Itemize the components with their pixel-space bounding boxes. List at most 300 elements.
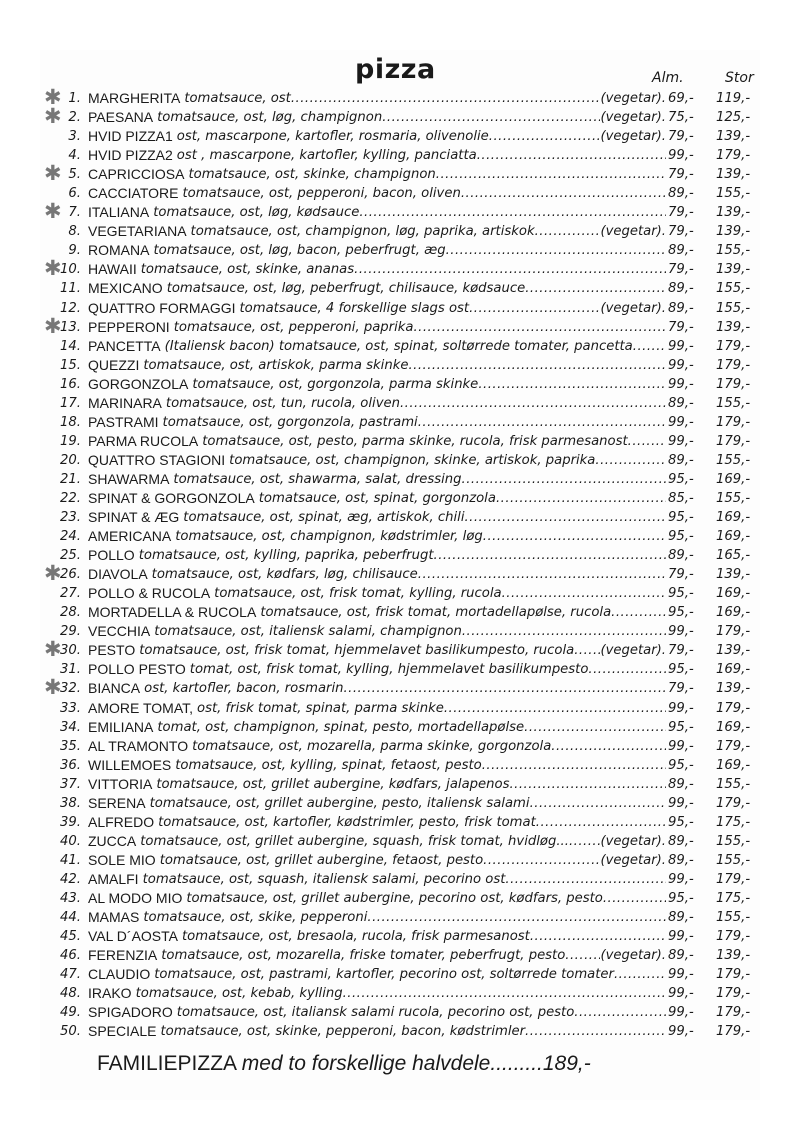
item-number: 25. [60, 548, 81, 564]
item-number: 35. [60, 738, 81, 754]
item-ingredients: ost , mascarpone, kartofler, kylling, panciatta [176, 148, 477, 164]
price-alm: 99,- [668, 967, 694, 983]
menu-item [0, 718, 800, 737]
item-ingredients: tomatsauce, ost, skike, pepperoni [143, 910, 368, 926]
price-alm: 99,- [668, 871, 694, 887]
item-number: 32. [60, 681, 81, 697]
price-alm: 99,- [668, 357, 694, 373]
price-alm: 95,- [668, 586, 694, 602]
item-name: AMERICANA [88, 528, 172, 545]
dot-leader [614, 965, 666, 984]
price-stor: 155,- [716, 452, 751, 468]
item-number: 14. [60, 338, 81, 354]
menu-item [0, 637, 800, 662]
item-name: VEGETARIANA [88, 223, 187, 240]
price-stor: 155,- [716, 852, 751, 868]
item-name: AL TRAMONTO [88, 737, 189, 754]
price-stor: 179,- [716, 1005, 751, 1021]
price-stor: 179,- [716, 795, 751, 811]
item-name: BIANCA [88, 680, 141, 697]
family-pizza-name: FAMILIEPIZZA [97, 1052, 236, 1075]
price-alm: 99,- [668, 624, 694, 640]
price-stor: 169,- [716, 605, 751, 621]
menu-item [0, 337, 800, 356]
price-alm: 99,- [668, 338, 694, 354]
menu-item [0, 394, 800, 413]
dot-leader [462, 622, 666, 641]
dot-leader [530, 927, 666, 946]
dot-leader [418, 413, 666, 432]
price-stor: 175,- [716, 890, 751, 906]
price-alm: 99,- [668, 433, 694, 449]
item-number: 49. [60, 1005, 81, 1021]
price-alm: 95,- [668, 719, 694, 735]
dot-leader [343, 984, 666, 1003]
price-alm: 89,- [668, 948, 694, 964]
dot-leader [354, 260, 666, 279]
item-ingredients: tomatsauce, ost, pesto, parma skinke, rucola, frisk parmesanost [202, 433, 628, 449]
item-number: 43. [60, 890, 81, 906]
item-ingredients: tomatsauce, ost, frisk tomat, hjemmelavet basilikumpesto, rucola [139, 643, 575, 659]
column-header-stor: Stor [725, 70, 754, 86]
dot-leader [611, 603, 666, 622]
item-ingredients: tomatsauce, ost, pepperoni, bacon, oliven [182, 186, 461, 202]
item-ingredients: tomatsauce, ost, kylling, paprika, peberfrugt [138, 548, 434, 564]
dot-leader [482, 756, 666, 775]
price-stor: 179,- [716, 433, 751, 449]
item-ingredients: tomatsauce, ost, skinke, ananas [140, 262, 355, 278]
price-stor: 139,- [716, 224, 751, 240]
price-alm: 99,- [668, 738, 694, 754]
item-name: VITTORIA [88, 775, 153, 792]
menu-item [0, 984, 800, 1003]
price-stor: 155,- [716, 833, 751, 849]
price-stor: 139,- [716, 129, 751, 145]
price-alm: 99,- [668, 1005, 694, 1021]
dot-leader [291, 89, 601, 108]
price-stor: 139,- [716, 262, 751, 278]
item-number: 31. [60, 662, 81, 678]
item-ingredients: ost, kartofler, bacon, rosmarin [144, 681, 344, 697]
menu-item [0, 489, 800, 508]
price-alm: 95,- [668, 662, 694, 678]
price-alm: 79,- [668, 224, 694, 240]
item-ingredients: tomatsauce, ost, artiskok, parma skinke [143, 357, 409, 373]
dot-leader [574, 641, 600, 660]
item-name: PANCETTA [88, 337, 161, 354]
dot-leader [483, 851, 600, 870]
price-alm: 69,- [668, 91, 694, 106]
menu-item [0, 603, 800, 622]
price-alm: 95,- [668, 605, 694, 621]
menu-item [0, 870, 800, 889]
price-alm: 95,- [668, 510, 694, 526]
price-stor: 139,- [716, 205, 751, 221]
price-stor: 179,- [716, 338, 751, 354]
price-stor: 179,- [716, 376, 751, 392]
item-number: 20. [60, 452, 81, 468]
item-ingredients: tomatsauce, ost, gorgonzola, parma skinke [192, 376, 479, 392]
item-number: 7. [68, 205, 81, 221]
menu-item [0, 199, 800, 224]
dot-leader [418, 565, 666, 584]
dot-leader [483, 527, 666, 546]
price-stor: 139,- [716, 167, 751, 183]
item-name: CACCIATORE [88, 185, 179, 202]
item-ingredients: tomatsauce, ost, tun, rucola, oliven [165, 395, 400, 411]
item-ingredients: tomatsauce, ost, grillet aubergine, pesto, italiensk salami [149, 795, 530, 811]
dot-leader [489, 127, 601, 146]
item-ingredients: tomatsauce, ost, kylling, spinat, fetaost, pesto [175, 757, 482, 773]
price-stor: 155,- [716, 300, 751, 316]
dot-leader [413, 318, 666, 337]
menu-item [0, 1003, 800, 1022]
item-name: FERENZIA [88, 947, 158, 964]
price-alm: 99,- [668, 148, 694, 164]
item-number: 11. [60, 281, 81, 297]
dot-leader [574, 1003, 666, 1022]
price-alm: 89,- [668, 833, 694, 849]
item-name: AMORE TOMAT, [88, 699, 194, 716]
item-ingredients: tomatsauce, ost, italiansk salami rucola, pecorino ost, pesto [176, 1005, 575, 1021]
item-number: 38. [60, 795, 81, 811]
price-alm: 95,- [668, 471, 694, 487]
price-stor: 179,- [716, 986, 751, 1002]
vegetar-label: (vegetar). [600, 224, 666, 240]
price-alm: 99,- [668, 1024, 694, 1040]
price-stor: 169,- [716, 757, 751, 773]
item-ingredients: tomatsauce, ost, squash, italiensk salami, pecorino ost [142, 871, 506, 887]
item-number: 39. [60, 814, 81, 830]
price-stor: 169,- [716, 662, 751, 678]
item-name: GORGONZOLA [88, 375, 189, 392]
dot-leader [400, 394, 666, 413]
item-name: EMILIANA [88, 718, 154, 735]
price-stor: 139,- [716, 948, 751, 964]
vegetar-label: (vegetar). [600, 948, 666, 964]
item-name: POLLO PESTO [88, 661, 186, 678]
menu-item [0, 184, 800, 203]
item-ingredients: tomatsauce, ost, løg, champignon [157, 110, 383, 126]
item-ingredients: tomatsauce, ost, løg, bacon, peberfrugt, æg [153, 243, 446, 259]
item-name: POLLO [88, 547, 135, 564]
item-ingredients: tomatsauce, ost, kartofler, kødstrimler, pesto, frisk tomat [158, 814, 536, 830]
menu-item [0, 356, 800, 375]
item-ingredients: tomatsauce, ost, kødfars, løg, chilisauce [151, 567, 418, 583]
price-alm: 89,- [668, 910, 694, 926]
menu-item [0, 622, 800, 641]
price-alm: 89,- [668, 300, 694, 316]
price-stor: 139,- [716, 319, 751, 335]
menu-item [0, 413, 800, 432]
item-ingredients: tomatsauce, ost, shawarma, salat, dressing [173, 471, 462, 487]
dot-leader [502, 584, 666, 603]
menu-item [0, 965, 800, 984]
menu-item [0, 161, 800, 186]
price-alm: 85,- [668, 490, 694, 506]
item-number: 19. [60, 433, 81, 449]
vegetar-label: (vegetar). [600, 91, 666, 106]
item-name: SPINAT & GORGONZOLA [88, 489, 255, 506]
menu-item [0, 279, 800, 298]
menu-item [0, 241, 800, 260]
menu-item [0, 451, 800, 470]
menu-item [0, 1022, 800, 1041]
price-alm: 89,- [668, 452, 694, 468]
item-ingredients: tomatsauce, ost, bresaola, rucola, frisk parmesanost [181, 929, 530, 945]
dot-leader [464, 508, 666, 527]
dot-leader [525, 1022, 666, 1041]
price-stor: 155,- [716, 186, 751, 202]
price-alm: 89,- [668, 548, 694, 564]
dot-leader [628, 432, 666, 451]
star-icon: ✱ [44, 161, 62, 186]
menu-item [0, 908, 800, 927]
item-name: MEXICANO [88, 280, 163, 297]
item-ingredients: tomatsauce, ost, skinke, pepperoni, bacon, kødstrimler [160, 1024, 526, 1040]
item-number: 6. [68, 186, 81, 202]
item-ingredients: tomatsauce, ost, frisk tomat, kylling, rucola [214, 586, 502, 602]
dot-leader [588, 660, 666, 679]
dot-leader [367, 908, 666, 927]
item-name: MARGHERITA [88, 90, 181, 106]
item-ingredients: tomatsauce, ost, spinat, gorgonzola [258, 490, 496, 506]
item-name: ALFREDO [88, 813, 155, 830]
menu-item [0, 660, 800, 679]
item-name: DIAVOLA [88, 566, 148, 583]
price-stor: 179,- [716, 414, 751, 430]
price-stor: 155,- [716, 243, 751, 259]
star-icon: ✱ [44, 256, 62, 281]
menu-item [0, 470, 800, 489]
item-ingredients: tomatsauce, 4 forskellige slags ost [239, 300, 470, 316]
item-ingredients: tomatsauce, ost, pepperoni, paprika [173, 319, 414, 335]
item-number: 46. [60, 948, 81, 964]
menu-item [0, 527, 800, 546]
item-ingredients: tomatsauce, ost, champignon, skinke, artiskok, paprika [229, 452, 596, 468]
dot-leader [461, 184, 666, 203]
item-name: WILLEMOES [88, 756, 172, 773]
family-pizza-description: med to forskellige halvdele.........189,- [241, 1052, 591, 1075]
dot-leader [408, 356, 666, 375]
dot-leader [434, 546, 666, 565]
star-icon: ✱ [44, 85, 62, 109]
item-number: 33. [60, 700, 81, 716]
menu-item [0, 584, 800, 603]
item-name: ITALIANA [88, 204, 150, 221]
item-name: SOLE MIO [88, 851, 156, 868]
vegetar-label: (vegetar). [600, 110, 666, 126]
item-ingredients: tomatsauce, ost, mozarella, friske tomater, peberfrugt, pesto [161, 948, 566, 964]
dot-leader [509, 775, 666, 794]
vegetar-label: (vegetar). [600, 833, 666, 849]
item-number: 22. [60, 490, 81, 506]
item-ingredients: tomatsauce, ost, frisk tomat, mortadellapølse, rucola [260, 605, 612, 621]
item-number: 21. [60, 471, 81, 487]
item-ingredients: tomatsauce, ost, mozarella, parma skinke, gorgonzola [192, 738, 552, 754]
item-number: 13. [60, 319, 81, 335]
price-stor: 155,- [716, 910, 751, 926]
item-name: CAPRICCIOSA [88, 166, 185, 183]
item-ingredients: tomatsauce, ost [184, 91, 291, 106]
dot-leader [569, 832, 600, 851]
dot-leader [359, 203, 666, 222]
pizza-menu-list [0, 85, 800, 1041]
price-stor: 169,- [716, 471, 751, 487]
menu-item [0, 946, 800, 965]
item-number: 3. [68, 129, 81, 145]
menu-item [0, 699, 800, 718]
item-ingredients: tomat, ost, frisk tomat, kylling, hjemmelavet basilikumpesto [189, 662, 589, 678]
price-stor: 179,- [716, 148, 751, 164]
price-stor: 155,- [716, 395, 751, 411]
menu-item [0, 737, 800, 756]
vegetar-label: (vegetar). [600, 300, 666, 316]
item-ingredients: ost, mascarpone, kartofler, rosmaria, olivenolie [176, 129, 489, 145]
price-alm: 79,- [668, 129, 694, 145]
menu-item [0, 508, 800, 527]
price-stor: 139,- [716, 643, 751, 659]
dot-leader [446, 241, 666, 260]
item-number: 48. [60, 986, 81, 1002]
item-ingredients: tomatsauce, ost, løg, kødsauce [153, 205, 360, 221]
price-alm: 95,- [668, 890, 694, 906]
menu-item [0, 104, 800, 129]
price-alm: 89,- [668, 243, 694, 259]
star-icon: ✱ [44, 561, 62, 586]
dot-leader [469, 299, 600, 318]
dot-leader [595, 451, 666, 470]
item-name: QUATTRO FORMAGGI [88, 299, 236, 316]
star-icon: ✱ [44, 199, 62, 224]
price-alm: 79,- [668, 643, 694, 659]
menu-item [0, 313, 800, 338]
family-pizza-line [97, 1052, 591, 1076]
item-number: 29. [60, 624, 81, 640]
menu-item [0, 675, 800, 700]
star-icon: ✱ [44, 675, 62, 700]
menu-item [0, 927, 800, 946]
vegetar-label: (vegetar). [600, 129, 666, 145]
menu-item [0, 375, 800, 394]
item-ingredients: tomatsauce, ost, spinat, æg, artiskok, chili [183, 510, 465, 526]
price-alm: 79,- [668, 319, 694, 335]
menu-item [0, 756, 800, 775]
price-alm: 89,- [668, 776, 694, 792]
price-stor: 119,- [716, 91, 751, 106]
menu-item [0, 794, 800, 813]
item-number: 28. [60, 605, 81, 621]
dot-leader [382, 108, 600, 127]
price-alm: 89,- [668, 186, 694, 202]
dot-leader [477, 146, 666, 165]
item-number: 5. [68, 167, 81, 183]
price-stor: 179,- [716, 357, 751, 373]
menu-item [0, 561, 800, 586]
price-alm: 79,- [668, 262, 694, 278]
item-name: SHAWARMA [88, 470, 170, 487]
item-ingredients: tomatsauce, ost, champignon, kødstrimler, løg [175, 529, 483, 545]
price-alm: 99,- [668, 795, 694, 811]
item-name: MORTADELLA & RUCOLA [88, 604, 257, 621]
page-title: pizza [355, 54, 436, 85]
dot-leader [496, 489, 666, 508]
price-alm: 79,- [668, 167, 694, 183]
item-name: HVID PIZZA1 [88, 128, 173, 145]
item-name: PESTO [88, 642, 136, 659]
dot-leader [535, 222, 601, 241]
item-number: 42. [60, 871, 81, 887]
item-number: 47. [60, 967, 81, 983]
dot-leader [536, 813, 666, 832]
vegetar-label: (vegetar). [600, 643, 666, 659]
menu-item [0, 432, 800, 451]
price-alm: 79,- [668, 567, 694, 583]
price-stor: 179,- [716, 624, 751, 640]
item-number: 4. [68, 148, 81, 164]
price-stor: 179,- [716, 967, 751, 983]
item-name: MAMAS [88, 909, 140, 926]
price-alm: 79,- [668, 205, 694, 221]
item-number: 2. [68, 110, 81, 126]
item-ingredients: tomatsauce, ost, champignon, løg, paprika, artiskok [190, 224, 535, 240]
price-stor: 179,- [716, 929, 751, 945]
item-number: 37. [60, 776, 81, 792]
price-stor: 169,- [716, 719, 751, 735]
item-name: ROMANA [88, 242, 150, 259]
menu-item [0, 889, 800, 908]
price-alm: 89,- [668, 852, 694, 868]
price-alm: 89,- [668, 395, 694, 411]
item-name: MARINARA [88, 394, 162, 411]
item-name: QUEZZI [88, 356, 140, 373]
item-number: 41. [60, 852, 81, 868]
item-name: QUATTRO STAGIONI [88, 451, 226, 468]
item-number: 23. [60, 510, 81, 526]
item-number: 10. [60, 262, 81, 278]
item-name: SPECIALE [88, 1023, 157, 1040]
item-name: IRAKO [88, 985, 132, 1002]
item-name: SERENA [88, 794, 146, 811]
star-icon: ✱ [44, 104, 62, 129]
item-name: SPIGADORO [88, 1004, 173, 1021]
menu-item [0, 832, 800, 851]
price-alm: 75,- [668, 110, 694, 126]
dot-leader [343, 679, 666, 698]
item-name: VAL D´AOSTA [88, 928, 178, 945]
dot-leader [436, 165, 666, 184]
item-number: 30. [60, 643, 81, 659]
price-stor: 169,- [716, 529, 751, 545]
vegetar-label: (vegetar). [600, 852, 666, 868]
price-alm: 95,- [668, 757, 694, 773]
price-stor: 155,- [716, 281, 751, 297]
item-ingredients: tomatsauce, ost, grillet aubergine, squash, frisk tomat, hvidløg... [140, 833, 569, 849]
menu-item [0, 546, 800, 565]
dot-leader [444, 699, 666, 718]
item-number: 50. [60, 1024, 81, 1040]
dot-leader [565, 946, 600, 965]
item-number: 36. [60, 757, 81, 773]
dot-leader [524, 718, 666, 737]
item-ingredients: tomatsauce, ost, italiensk salami, champignon [154, 624, 462, 640]
item-number: 16. [60, 376, 81, 392]
menu-item [0, 299, 800, 318]
price-stor: 125,- [716, 110, 751, 126]
price-stor: 169,- [716, 510, 751, 526]
price-stor: 169,- [716, 586, 751, 602]
price-stor: 179,- [716, 1024, 751, 1040]
